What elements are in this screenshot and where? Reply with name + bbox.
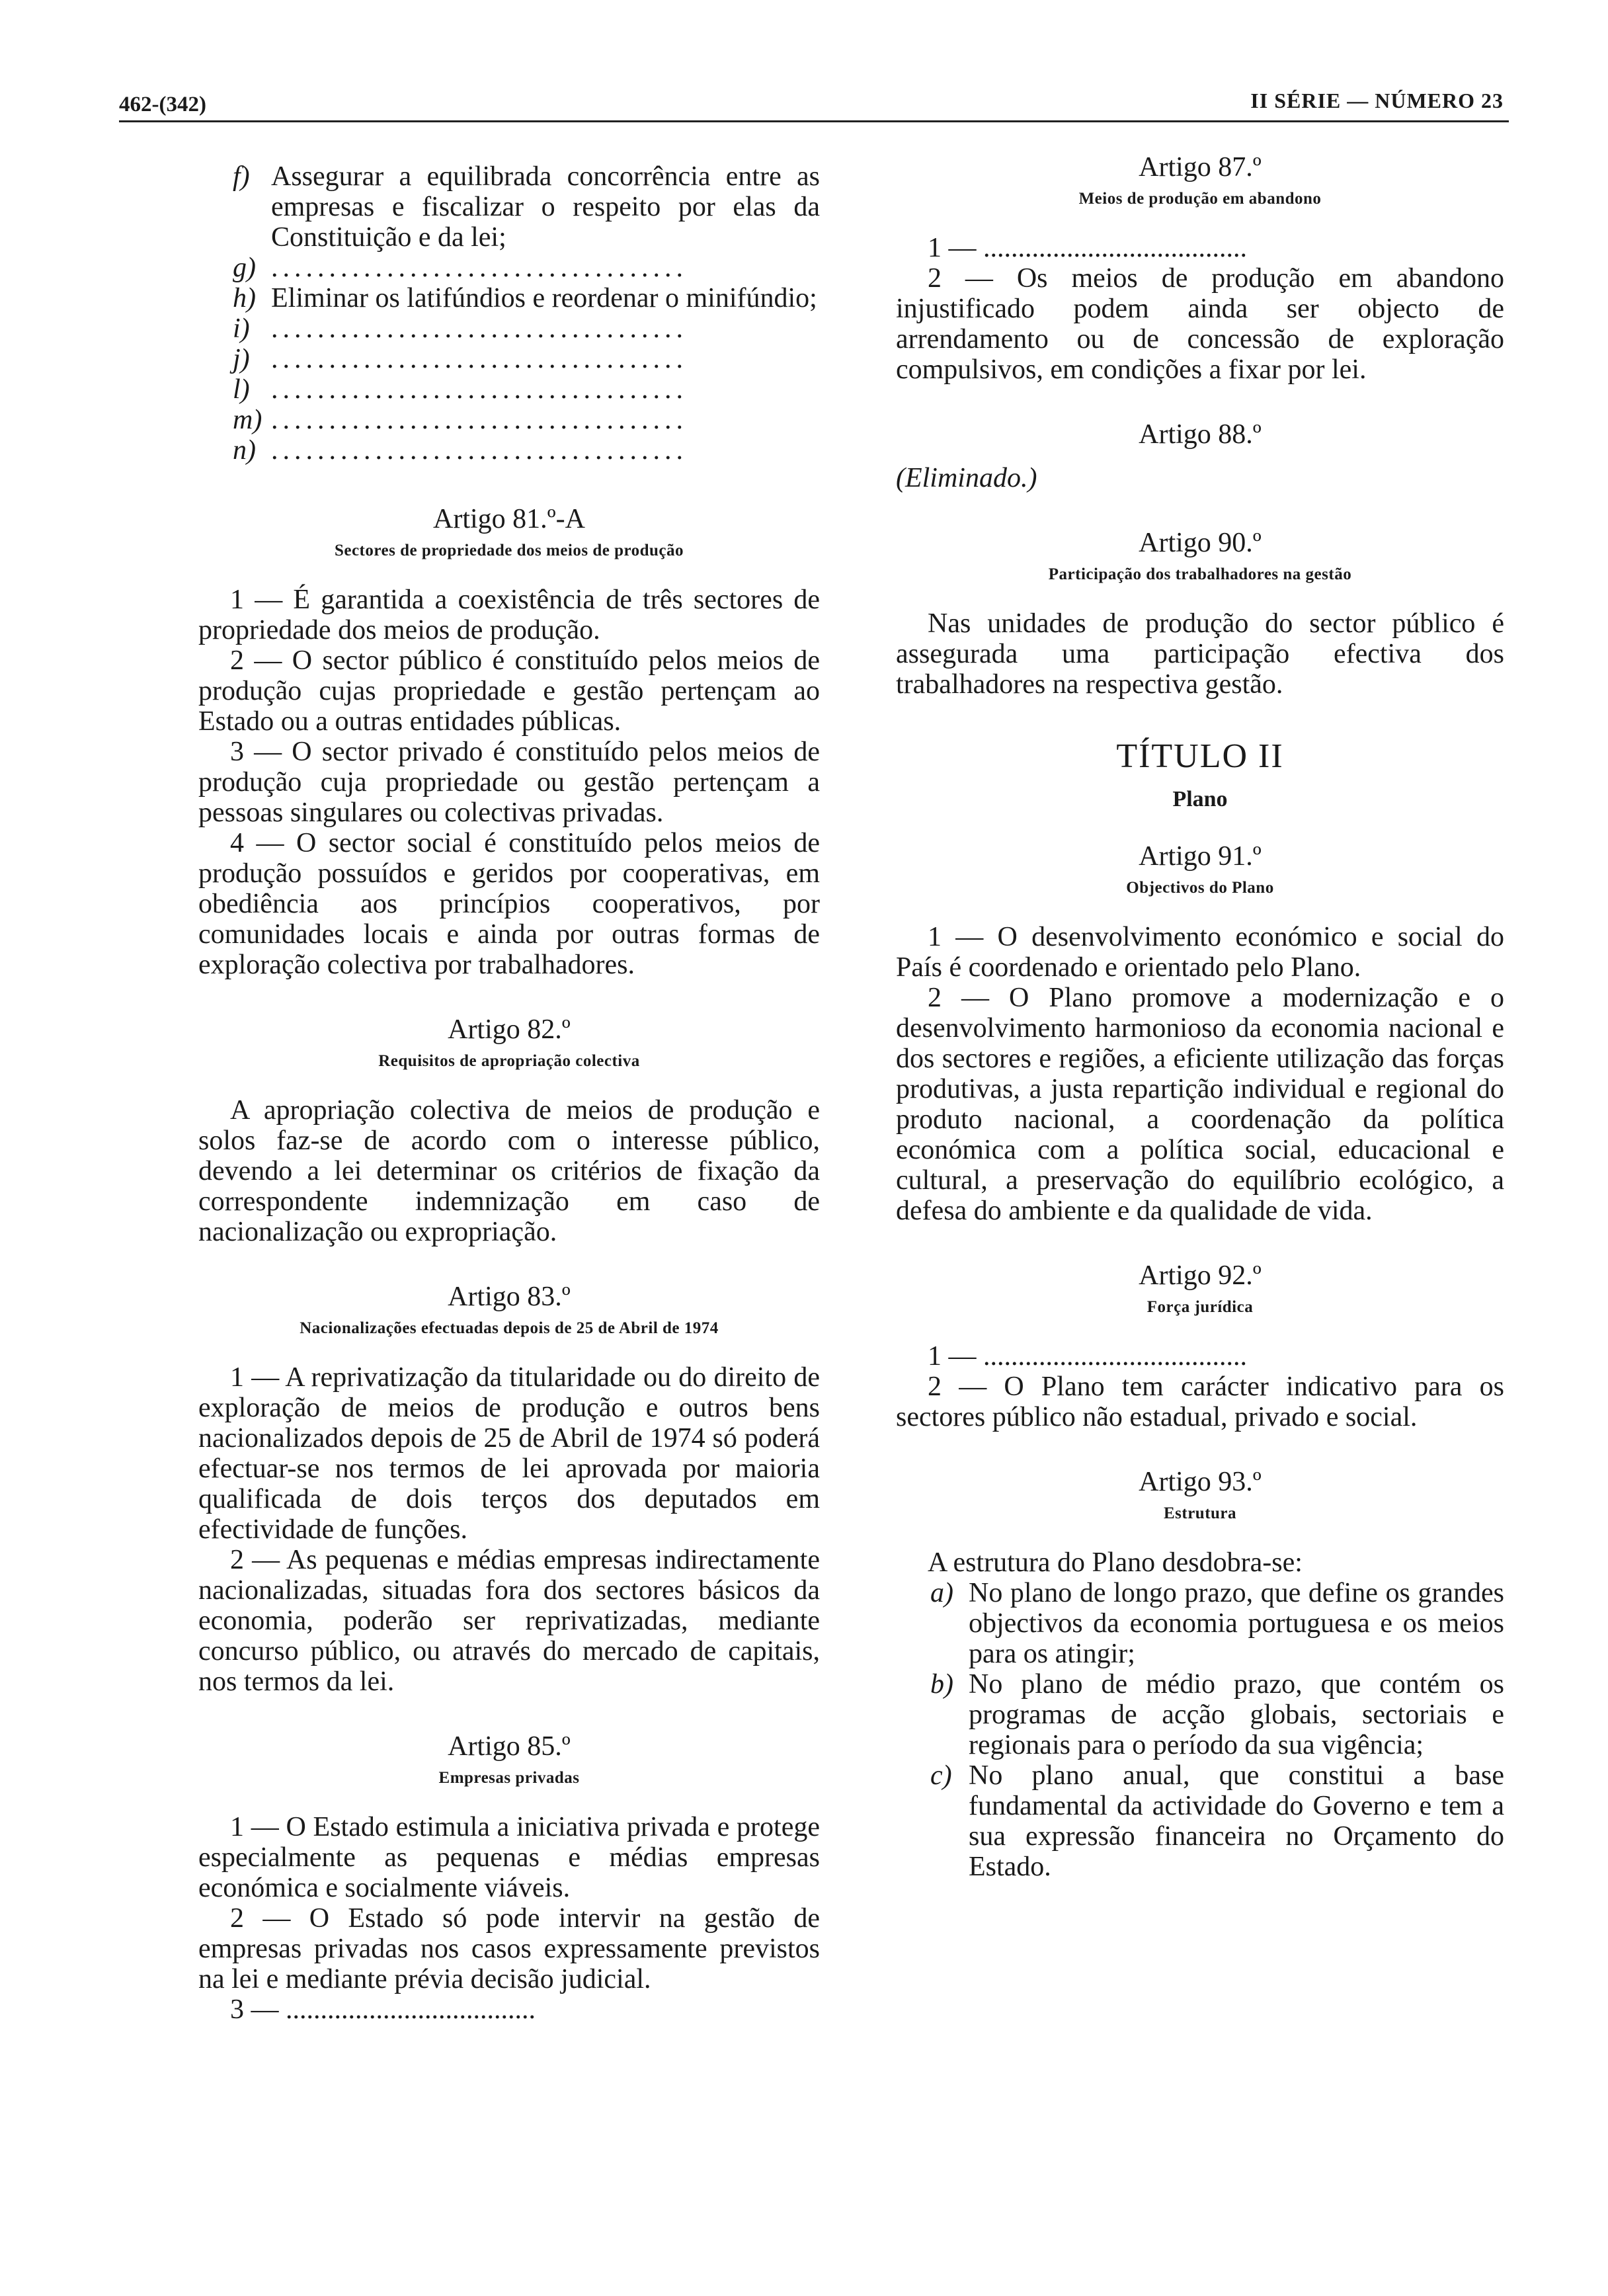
list-item: c) No plano anual, que constitui a base fundamental da actividade do Governo e tem a sua expressão financeira no Orçamento do Estado. [930,1760,1504,1882]
left-column [198,152,820,2025]
list-item: f) Assegurar a equilibrada concorrência entre as empresas e fiscalizar o respeito por elas da Constituição e da lei; [233,161,820,253]
article-title: Artigo 91.º [1139,841,1262,872]
article-subtitle: Empresas privadas [438,1769,580,1787]
article-title: Artigo 82.º [448,1014,571,1045]
article-subtitle: Estrutura [1163,1504,1237,1522]
paragraph: 3 — .................................... [230,1994,536,2025]
paragraph: 1 — A reprivatização da titularidade ou do direito de exploração de meios de produção e outros bens nacionalizados depois de 25 de Abril de 1974 só poderá efectuar-se nos termos de lei aprovada por maioria qualificada de dois terços dos deputados em efectividade de funções. [198,1362,820,1545]
paragraph: 2 — O Plano tem carácter indicativo para os sectores público não estadual, privado e social. [896,1372,1504,1432]
list-item: a) No plano de longo prazo, que define os grandes objectivos da economia portuguesa e os meios para os atingir; [930,1578,1504,1669]
article-subtitle: Sectores de propriedade dos meios de produção [334,542,684,559]
article-subtitle: Força jurídica [1146,1298,1254,1316]
list-item: h) Eliminar os latifúndios e reordenar o minifúndio; [233,283,817,313]
article-subtitle: Meios de produção em abandono [1078,190,1322,208]
paragraph: 4 — O sector social é constituído pelos meios de produção possuídos e geridos por cooperativas, em obediência aos princípios cooperativos, por comunidades locais e ainda por outras formas de exploração colectiva por trabalhadores. [198,828,820,980]
paragraph: 2 — O Estado só pode intervir na gestão de empresas privadas nos casos expressamente previstos na lei e mediante prévia decisão judicial. [198,1903,820,1994]
page-number: 462-(342) [119,93,206,116]
paragraph: 1 — ...................................... [928,1341,1247,1372]
right-column [896,152,1504,1882]
section-title: TÍTULO II [1116,737,1284,775]
eliminated-note: (Eliminado.) [896,463,1037,493]
section-subtitle: Plano [1172,787,1228,811]
paragraph: 1 — O Estado estimula a iniciativa privada e protege especialmente as pequenas e médias empresas económica e socialmente viáveis. [198,1812,820,1903]
article-title: Artigo 88.º [1139,419,1262,450]
paragraph: 2 — O Plano promove a modernização e o desenvolvimento harmonioso da economia nacional e dos sectores e regiões, a eficiente utilização das forças produtivas, a justa repartição individual e regional do produto nacional, a coordenação da política económica com a política social, educacional e cultural, a preservação do equilíbrio ecológico, a defesa do ambiente e da qualidade de vida. [896,983,1504,1226]
list-item: l) .................................... [233,374,688,405]
paragraph: 3 — O sector privado é constituído pelos meios de produção cuja propriedade ou gestão pertençam a pessoas singulares ou colectivas privadas. [198,737,820,828]
paragraph: A estrutura do Plano desdobra-se: [928,1547,1303,1578]
article-subtitle: Objectivos do Plano [1126,879,1274,897]
article-subtitle: Participação dos trabalhadores na gestão [1048,565,1352,583]
article-subtitle: Requisitos de apropriação colectiva [378,1052,640,1070]
header-rule [119,120,1509,122]
article-title: Artigo 90.º [1139,528,1262,558]
list-item: n) .................................... [233,435,688,466]
items-list-top [198,161,820,466]
series-number: II SÉRIE — NÚMERO 23 [1250,89,1504,112]
paragraph: 2 — Os meios de produção em abandono injustificado podem ainda ser objecto de arrendamento ou de concessão de exploração compulsivos, em condições a fixar por lei. [896,263,1504,385]
list-item: b) No plano de médio prazo, que contém os programas de acção globais, sectoriais e regionais para o período da sua vigência; [930,1669,1504,1760]
article-title: Artigo 93.º [1139,1467,1262,1497]
list-item: j) .................................... [233,344,688,374]
article-title: Artigo 81.º-A [433,504,585,534]
list-item: m) .................................... [233,405,688,435]
article-title: Artigo 83.º [448,1282,571,1312]
paragraph: 2 — As pequenas e médias empresas indirectamente nacionalizadas, situadas fora dos sectores básicos da economia, poderão ser reprivatizadas, mediante concurso público, ou através do mercado de capitais, nos termos da lei. [198,1545,820,1697]
article-subtitle: Nacionalizações efectuadas depois de 25 de Abril de 1974 [300,1319,719,1337]
article-title: Artigo 87.º [1139,152,1262,183]
list-item: g) .................................... [233,253,688,283]
paragraph: 1 — ...................................... [928,233,1247,263]
paragraph: A apropriação colectiva de meios de produção e solos faz-se de acordo com o interesse público, devendo a lei determinar os critérios de fixação da correspondente indemnização em caso de nacionalização ou expropriação. [198,1095,820,1247]
paragraph: 1 — É garantida a coexistência de três sectores de propriedade dos meios de produção. [198,585,820,645]
paragraph: Nas unidades de produção do sector público é assegurada uma participação efectiva dos trabalhadores na respectiva gestão. [896,608,1504,700]
article-title: Artigo 92.º [1139,1260,1262,1291]
list-item: i) .................................... [233,313,688,344]
article-title: Artigo 85.º [448,1731,571,1762]
paragraph: 1 — O desenvolvimento económico e social do País é coordenado e orientado pelo Plano. [896,922,1504,983]
paragraph: 2 — O sector público é constituído pelos meios de produção cujas propriedade e gestão pertençam ao Estado ou a outras entidades públicas. [198,645,820,737]
